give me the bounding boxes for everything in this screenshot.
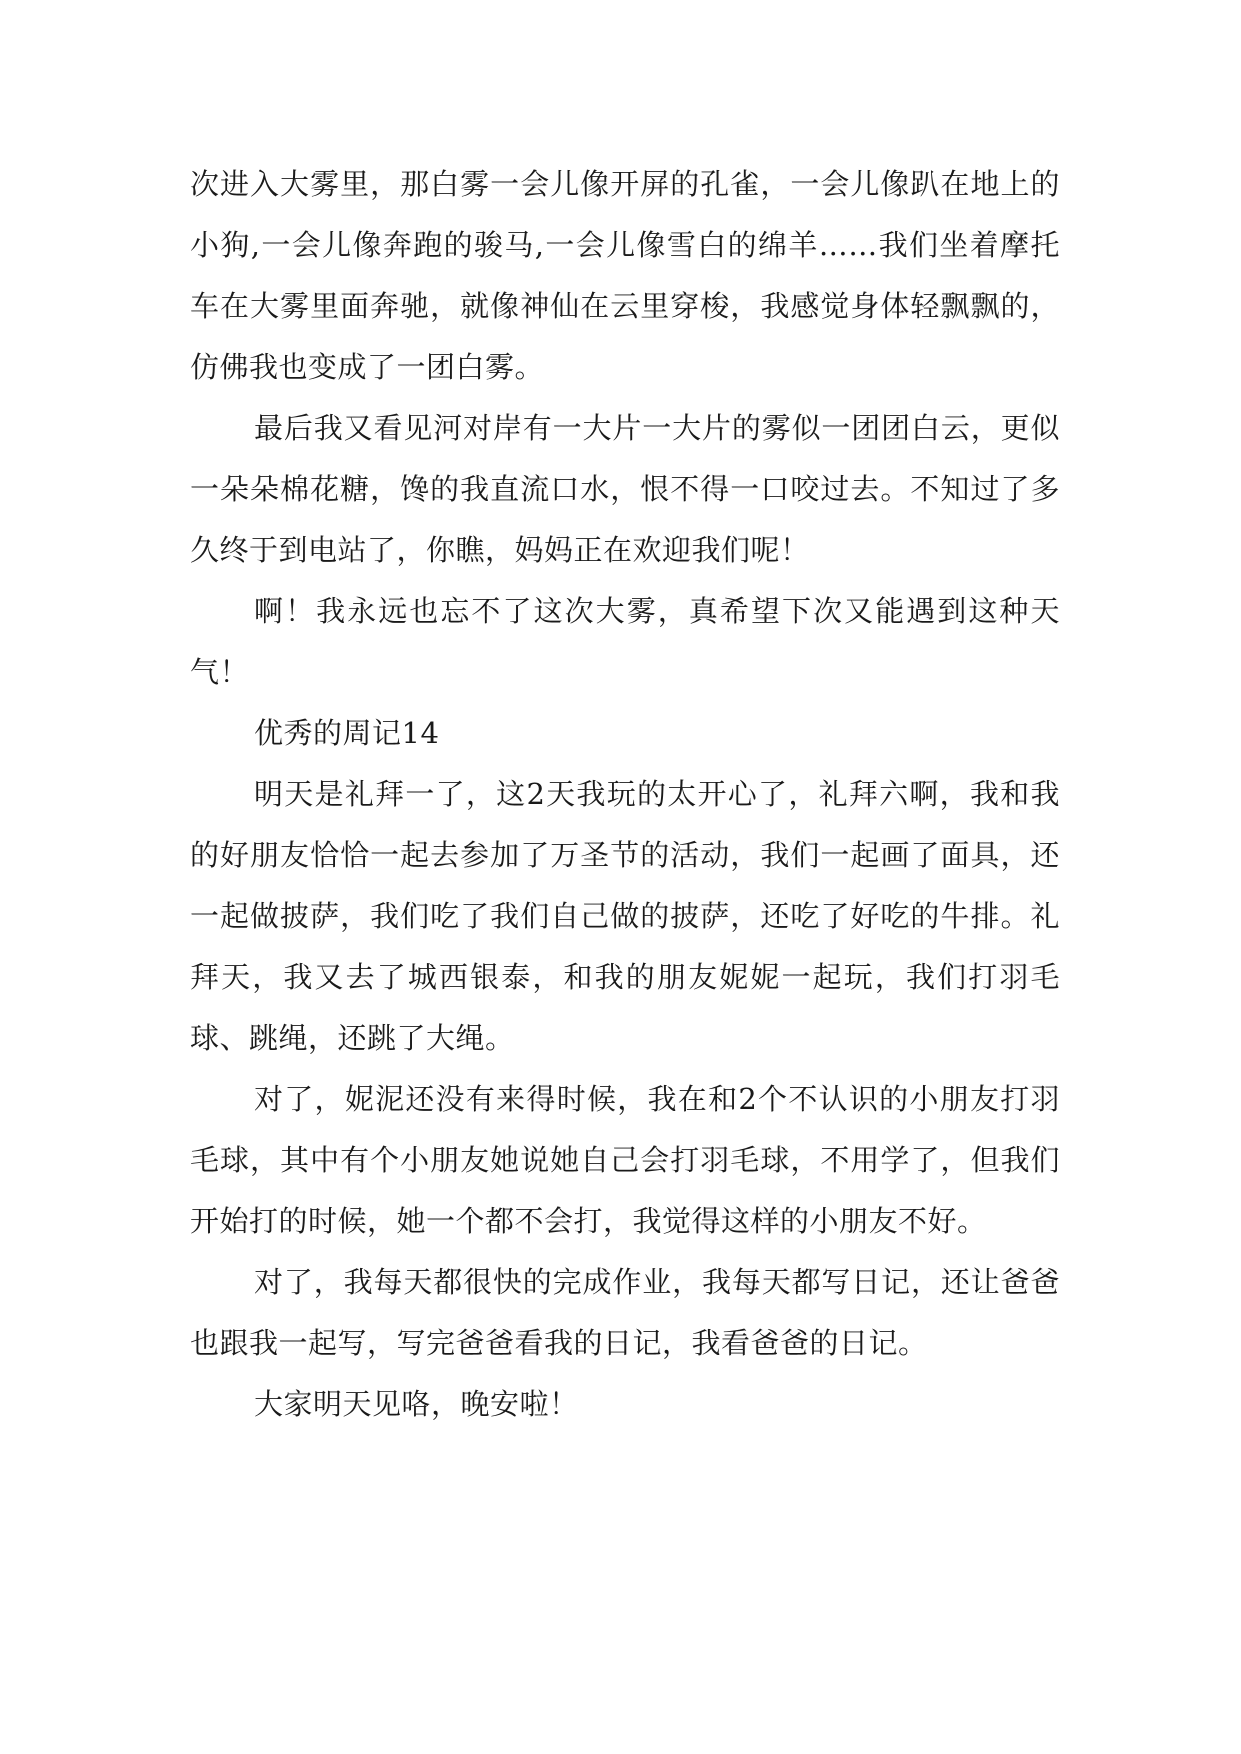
paragraph: 对了，妮泥还没有来得时候，我在和2个不认识的小朋友打羽毛球，其中有个小朋友她说她自己会打羽毛球，不用学了，但我们开始打的时候，她一个都不会打，我觉得这样的小朋友不好。 — [190, 1082, 1060, 1238]
paragraph-continuation: 次进入大雾里，那白雾一会儿像开屏的孔雀，一会儿像趴在地上的小狗,一会儿像奔跑的骏马,一会儿像雪白的绵羊……我们坐着摩托车在大雾里面奔驰，就像神仙在云里穿梭，我感觉身体轻飘飘的，仿佛我也变成了一团白雾。 — [190, 167, 1060, 384]
section-title: 优秀的周记14 — [254, 716, 440, 750]
document-body — [190, 154, 1060, 1435]
paragraph: 明天是礼拜一了，这2天我玩的太开心了，礼拜六啊，我和我的好朋友恰恰一起去参加了万圣节的活动，我们一起画了面具，还一起做披萨，我们吃了我们自己做的披萨，还吃了好吃的牛排。礼拜天，我又去了城西银泰，和我的朋友妮妮一起玩，我们打羽毛球、跳绳，还跳了大绳。 — [190, 777, 1060, 1055]
paragraph: 大家明天见咯，晚安啦！ — [254, 1387, 579, 1421]
paragraph: 对了，我每天都很快的完成作业，我每天都写日记，还让爸爸也跟我一起写，写完爸爸看我的日记，我看爸爸的日记。 — [190, 1265, 1060, 1360]
paragraph: 啊！我永远也忘不了这次大雾，真希望下次又能遇到这种天气！ — [190, 594, 1060, 689]
paragraph: 最后我又看见河对岸有一大片一大片的雾似一团团白云，更似一朵朵棉花糖，馋的我直流口水，恨不得一口咬过去。不知过了多久终于到电站了，你瞧，妈妈正在欢迎我们呢！ — [190, 411, 1060, 567]
